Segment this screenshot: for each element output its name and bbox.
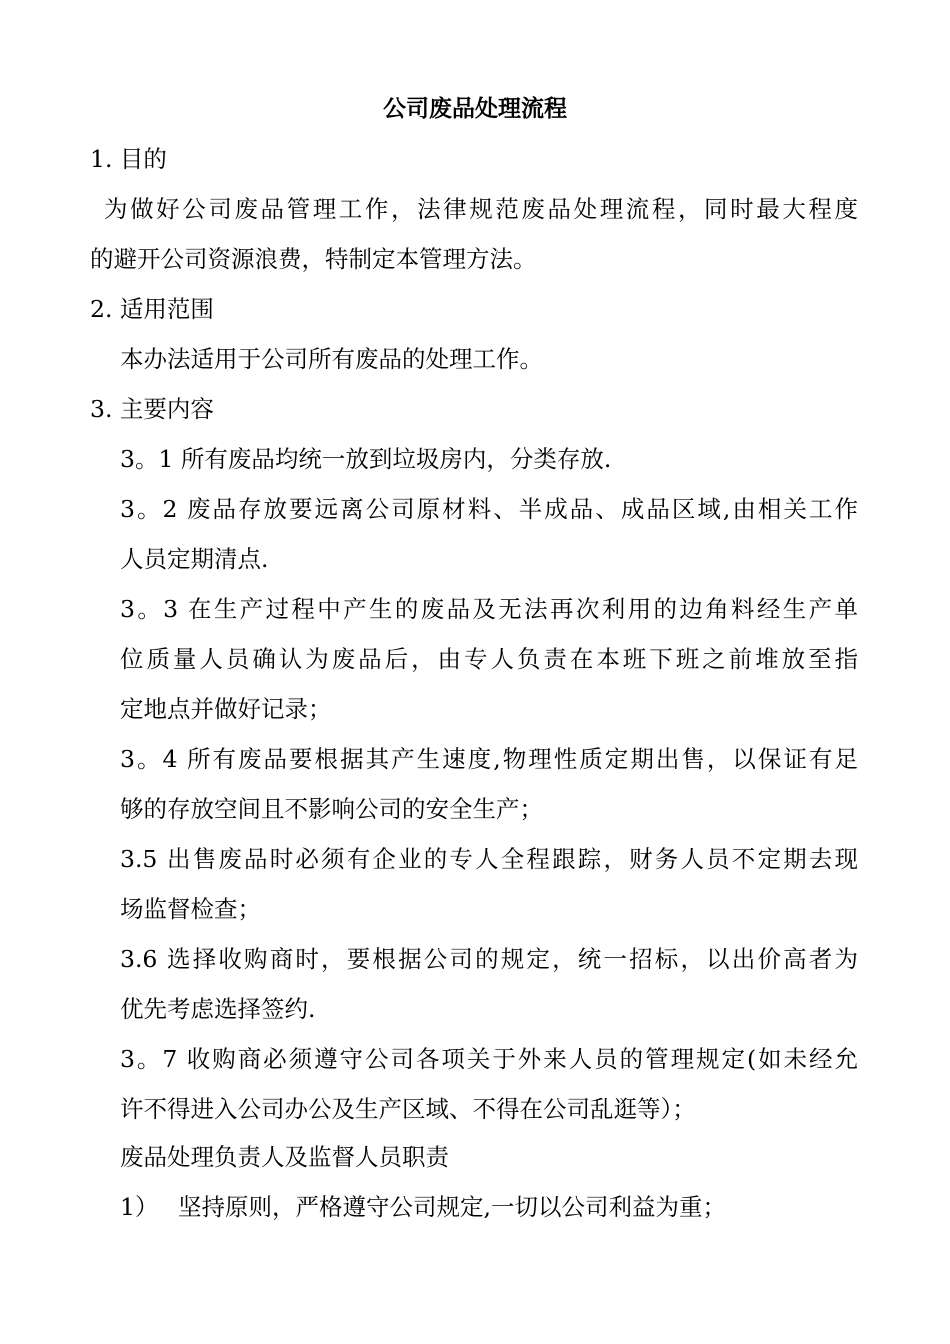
content-item-3-line-3: 定地点并做好记录； [120,695,332,723]
section-heading-scope: 2. 适用范围 [90,295,214,323]
content-item-7-line-1: 3。7 收购商必须遵守公司各项关于外来人员的管理规定(如未经允 [120,1045,858,1073]
content-item-6-line-1: 3.6 选择收购商时，要根据公司的规定，统一招标，以出价高者为 [120,945,858,973]
content-item-4-line-1: 3。4 所有废品要根据其产生速度,物理性质定期出售，以保证有足 [120,745,858,773]
section-heading-purpose: 1. 目的 [90,145,167,173]
section-heading-duties: 废品处理负责人及监督人员职责 [120,1143,449,1171]
content-item-5-line-1: 3.5 出售废品时必须有企业的专人全程跟踪，财务人员不定期去现 [120,845,858,873]
content-item-2-line-1: 3。2 废品存放要远离公司原材料、半成品、成品区域,由相关工作 [120,495,858,523]
content-item-6-line-2: 优先考虑选择签约. [120,995,316,1023]
document-title: 公司废品处理流程 [383,95,567,122]
content-item-5-line-2: 场监督检查； [120,895,261,923]
scope-text-line-1: 本办法适用于公司所有废品的处理工作。 [120,345,543,373]
duties-item-1-text: 坚持原则，严格遵守公司规定,一切以公司利益为重； [178,1193,726,1221]
content-item-3-line-2: 位质量人员确认为废品后，由专人负责在本班下班之前堆放至指 [120,645,858,673]
purpose-text-line-1: 为做好公司废品管理工作，法律规范废品处理流程，同时最大程度 [104,195,858,223]
content-item-4-line-2: 够的存放空间且不影响公司的安全生产； [120,795,543,823]
content-item-7-line-2: 许不得进入公司办公及生产区域、不得在公司乱逛等）； [120,1095,696,1123]
content-item-2-line-2: 人员定期清点. [120,545,269,573]
content-item-1-line-1: 3。1 所有废品均统一放到垃圾房内，分类存放. [120,445,612,473]
duties-item-1-number: 1） [120,1193,159,1221]
purpose-text-line-2: 的避开公司资源浪费，特制定本管理方法。 [90,245,537,273]
section-heading-content: 3. 主要内容 [90,395,214,423]
content-item-3-line-1: 3。3 在生产过程中产生的废品及无法再次利用的边角料经生产单 [120,595,858,623]
duties-item-1 [120,1190,726,1224]
